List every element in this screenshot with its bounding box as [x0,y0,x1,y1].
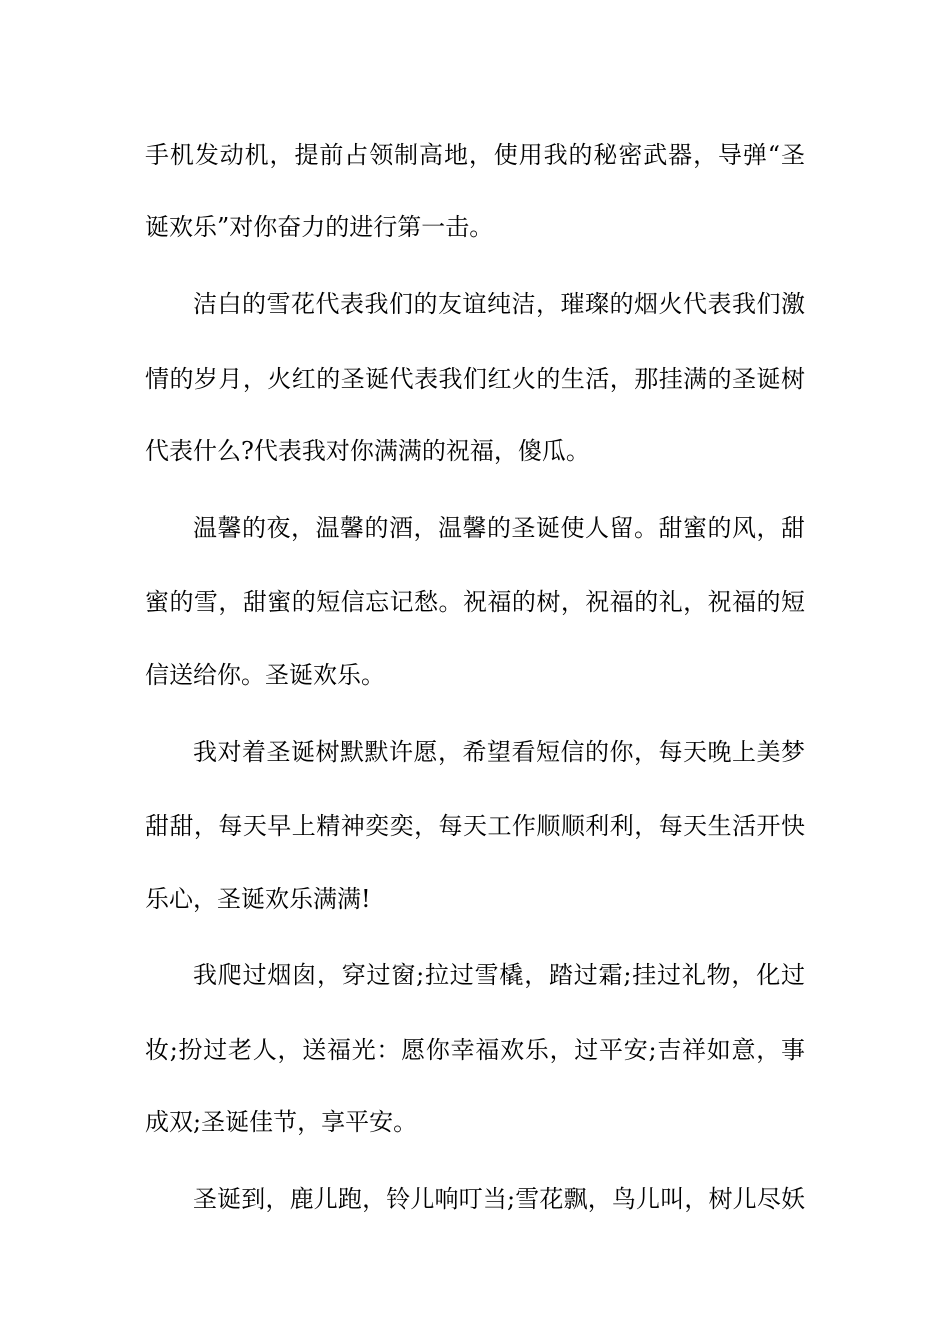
text-line: 我对着圣诞树默默许愿，希望看短信的你，每天晚上美梦 [193,738,805,766]
text-line: 洁白的雪花代表我们的友谊纯洁，璀璨的烟火代表我们激 [193,290,805,318]
text-line: 圣诞到，鹿儿跑，铃儿响叮当;雪花飘，鸟儿叫，树儿尽妖 [193,1185,805,1213]
text-line: 温馨的夜，温馨的酒，温馨的圣诞使人留。甜蜜的风，甜 [193,514,805,542]
text-line: 甜甜，每天早上精神奕奕，每天工作顺顺利利，每天生活开快 [145,812,805,840]
text-line: 信送给你。圣诞欢乐。 [145,661,385,689]
text-line: 妆;扮过老人，送福光：愿你幸福欢乐，过平安;吉祥如意，事 [145,1036,805,1064]
text-line: 情的岁月，火红的圣诞代表我们红火的生活，那挂满的圣诞树 [145,365,805,393]
text-line: 蜜的雪，甜蜜的短信忘记愁。祝福的树，祝福的礼，祝福的短 [145,588,805,616]
text-line: 手机发动机，提前占领制高地，使用我的秘密武器，导弹“圣 [145,141,805,169]
text-line: 诞欢乐”对你奋力的进行第一击。 [145,213,494,241]
text-line: 成双;圣诞佳节，享平安。 [145,1108,418,1136]
text-line: 我爬过烟囱，穿过窗;拉过雪橇，踏过霜;挂过礼物，化过 [193,961,805,989]
text-line: 代表什么?代表我对你满满的祝福，傻瓜。 [145,437,590,465]
text-line: 乐心，圣诞欢乐满满! [145,885,371,913]
